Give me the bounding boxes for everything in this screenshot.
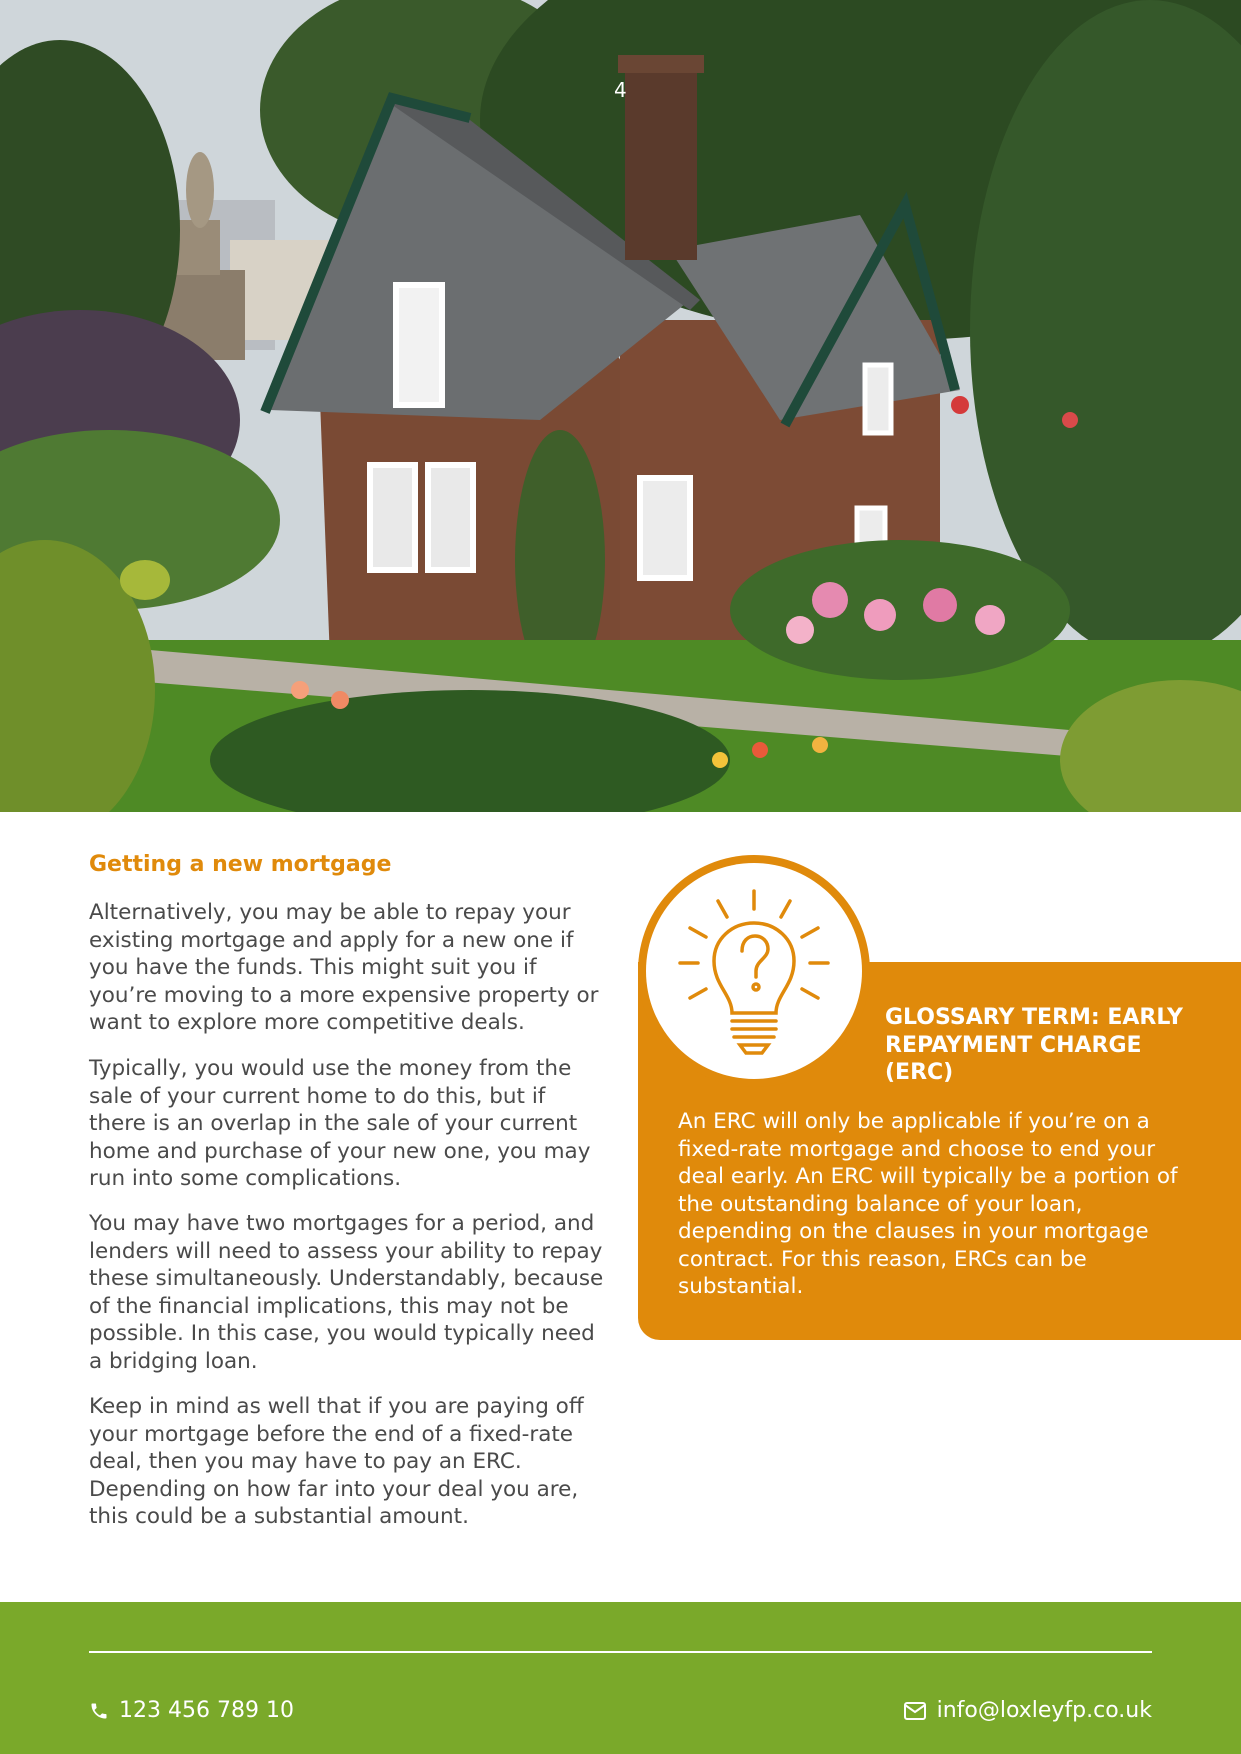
- page-number: 4: [614, 78, 627, 102]
- house-garden-illustration: [0, 0, 1241, 812]
- phone-number[interactable]: 123 456 789 10: [119, 1698, 294, 1723]
- envelope-icon: [903, 1701, 927, 1721]
- email-address[interactable]: info@loxleyfp.co.uk: [936, 1698, 1152, 1723]
- glossary-body: An ERC will only be applicable if you’re on a fixed-rate mortgage and choose to end your deal early. An ERC will typically be a portion of the outstanding balance of your loan, depending on the clauses in your mortgage contract. For this reason, ERCs can be substantial.: [678, 1109, 1178, 1299]
- section-heading: Getting a new mortgage: [89, 852, 392, 877]
- footer-divider: [89, 1651, 1152, 1653]
- footer-email[interactable]: [903, 1698, 1152, 1723]
- footer-phone[interactable]: [89, 1698, 294, 1723]
- lightbulb-question-icon: [646, 863, 862, 1079]
- article-paragraph-4: Keep in mind as well that if you are paying off your mortgage before the end of a fixed-rate deal, then you may have to pay an ERC. Depending on how far into your deal you are, this could be a substantial amount.: [89, 1394, 584, 1529]
- glossary-title: GLOSSARY TERM: EARLY REPAYMENT CHARGE (ERC): [885, 1005, 1183, 1085]
- article-paragraph-1: Alternatively, you may be able to repay your existing mortgage and apply for a new one if you have the funds. This might suit you if you’re moving to a more expensive property or want to explore more competitive deals.: [89, 900, 599, 1035]
- phone-icon: [89, 1701, 109, 1721]
- glossary-icon-circle: [646, 863, 862, 1079]
- article-paragraph-2: Typically, you would use the money from the sale of your current home to do this, but if there is an overlap in the sale of your current home and purchase of your new one, you may run into some complications.: [89, 1056, 591, 1191]
- hero-photo: [0, 0, 1241, 812]
- footer: [0, 1602, 1241, 1754]
- article-paragraph-3: You may have two mortgages for a period, and lenders will need to assess your ability to repay these simultaneously. Understandably, because of the financial implications, this may not be possible. In this case, you would typically need a bridging loan.: [89, 1211, 604, 1374]
